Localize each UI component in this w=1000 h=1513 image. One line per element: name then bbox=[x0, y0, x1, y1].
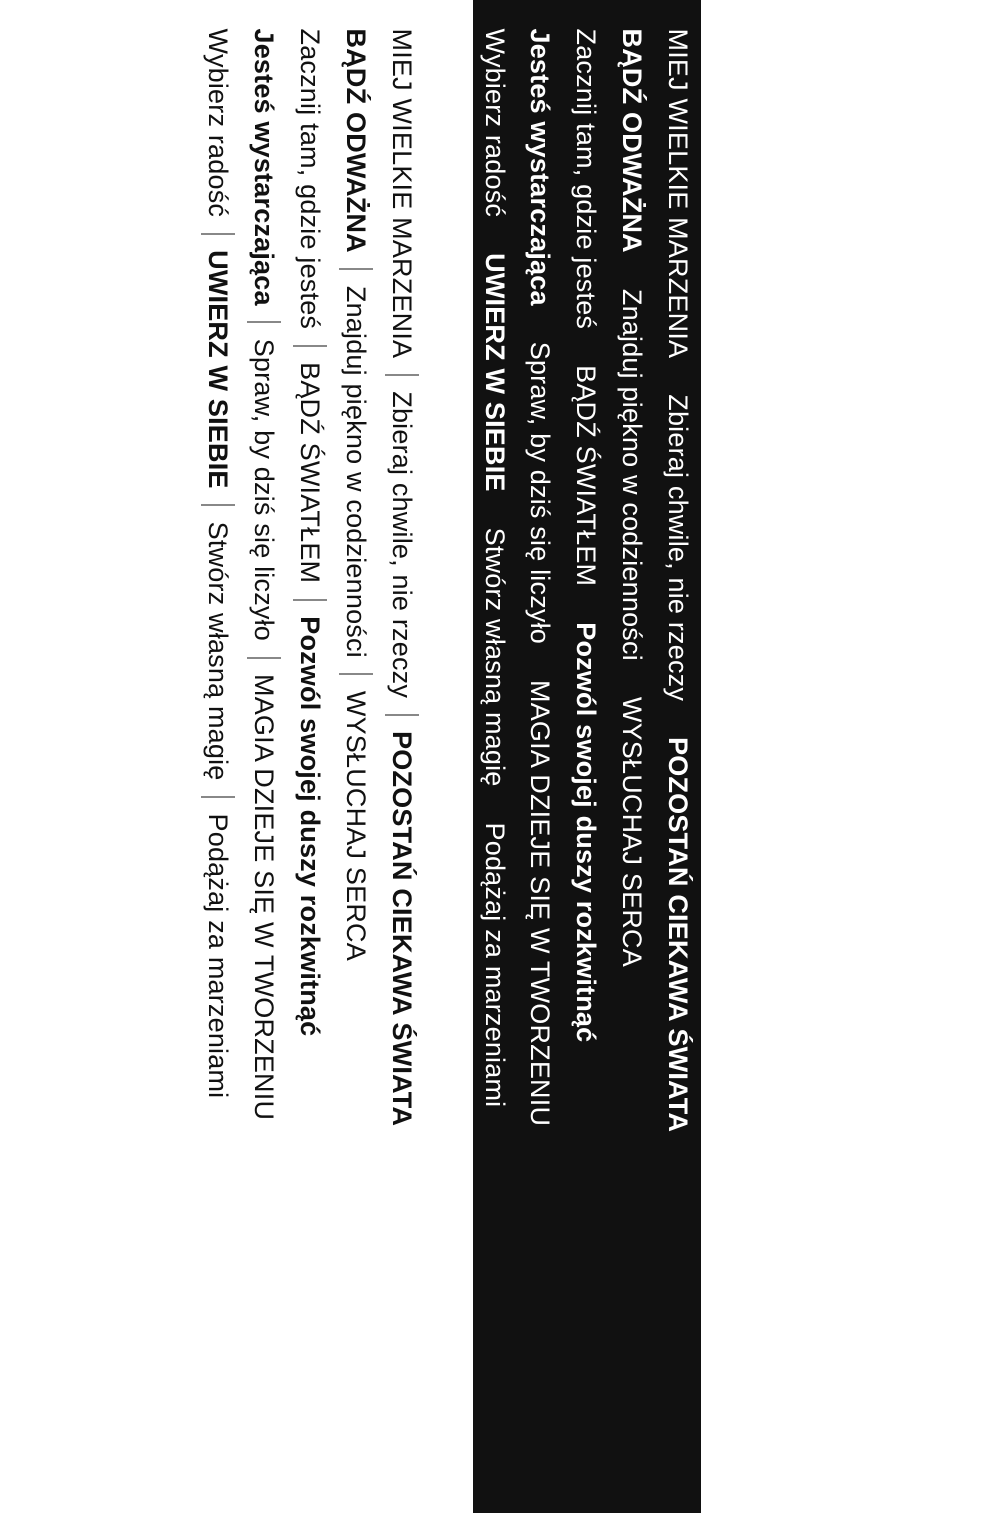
quote-phrase: Wybierz radość bbox=[203, 28, 234, 217]
quote-phrase: Pozwól swojej duszy rozkwitnąć bbox=[571, 621, 602, 1042]
phrase-separator bbox=[385, 374, 419, 375]
quote-phrase: Zbieraj chwile, nie rzeczy bbox=[663, 393, 694, 701]
quote-strip-text bbox=[478, 0, 512, 1513]
quote-phrase: BĄDŹ ŚWIATŁEM bbox=[295, 361, 326, 583]
quote-phrase: WYSŁUCHAJ SERCA bbox=[341, 690, 372, 961]
phrase-separator bbox=[201, 233, 235, 234]
quote-phrase: Zacznij tam, gdzie jesteś bbox=[571, 28, 602, 329]
quote-strip-text bbox=[247, 0, 281, 1513]
quote-phrase: Stwórz własną magię bbox=[203, 521, 234, 781]
quote-phrase: Jesteś wystarczająca bbox=[525, 28, 556, 306]
quote-strip bbox=[379, 0, 425, 1513]
phrase-separator bbox=[293, 599, 327, 600]
quote-strip bbox=[563, 0, 609, 1513]
quote-phrase: POZOSTAŃ CIEKAWA ŚWIATA bbox=[387, 730, 418, 1126]
phrase-separator bbox=[201, 796, 235, 797]
quote-phrase: WYSŁUCHAJ SERCA bbox=[617, 696, 648, 967]
phrase-separator bbox=[247, 657, 281, 658]
quote-phrase: Jesteś wystarczająca bbox=[249, 28, 280, 306]
quote-phrase: Stwórz własną magię bbox=[480, 527, 511, 787]
quote-phrase: POZOSTAŃ CIEKAWA ŚWIATA bbox=[663, 736, 694, 1132]
quote-phrase: Podążaj za marzeniami bbox=[480, 822, 511, 1107]
quote-phrase: Spraw, by dziś się liczyło bbox=[525, 341, 556, 644]
quote-strip-text bbox=[293, 0, 327, 1513]
phrase-separator bbox=[201, 504, 235, 505]
quote-strip-text bbox=[339, 0, 373, 1513]
quote-strip-text bbox=[661, 0, 695, 1513]
quote-phrase: BĄDŹ ODWAŻNA bbox=[341, 28, 372, 253]
quote-strip-text bbox=[523, 0, 557, 1513]
quote-phrase: Pozwól swojej duszy rozkwitnąć bbox=[295, 615, 326, 1036]
phrase-separator bbox=[339, 673, 373, 674]
quote-phrase: MAGIA DZIEJE SIĘ W TWORZENIU bbox=[249, 673, 280, 1120]
phrase-separator bbox=[293, 345, 327, 346]
quote-phrase: Znajduj piękno w codzienności bbox=[617, 288, 648, 661]
phrase-separator bbox=[247, 321, 281, 322]
quote-strip-text bbox=[201, 0, 235, 1513]
quote-phrase: BĄDŹ ŚWIATŁEM bbox=[571, 364, 602, 586]
quote-phrase: Znajduj piękno w codzienności bbox=[341, 285, 372, 658]
quote-strip-text bbox=[569, 0, 603, 1513]
quote-phrase: Zbieraj chwile, nie rzeczy bbox=[387, 390, 418, 698]
phrase-separator bbox=[339, 268, 373, 269]
quote-phrase: UWIERZ W SIEBIE bbox=[203, 249, 234, 489]
quote-strip bbox=[473, 0, 517, 1513]
quote-strip bbox=[655, 0, 701, 1513]
quote-strip bbox=[609, 0, 655, 1513]
phrase-separator bbox=[385, 714, 419, 715]
quote-strip bbox=[517, 0, 563, 1513]
quote-phrase: MIEJ WIELKIE MARZENIA bbox=[663, 28, 694, 358]
quote-strip-text bbox=[615, 0, 649, 1513]
quote-strip bbox=[195, 0, 241, 1513]
quote-phrase: MIEJ WIELKIE MARZENIA bbox=[387, 28, 418, 358]
quote-strip-text bbox=[385, 0, 419, 1513]
quote-strip bbox=[287, 0, 333, 1513]
quote-phrase: BĄDŹ ODWAŻNA bbox=[617, 28, 648, 253]
quote-strip bbox=[333, 0, 379, 1513]
quote-phrase: Zacznij tam, gdzie jesteś bbox=[295, 28, 326, 329]
quote-phrase: Wybierz radość bbox=[480, 28, 511, 217]
quote-phrase: Spraw, by dziś się liczyło bbox=[249, 338, 280, 641]
quote-strip bbox=[241, 0, 287, 1513]
quote-phrase: UWIERZ W SIEBIE bbox=[480, 252, 511, 492]
quote-phrase: Podążaj za marzeniami bbox=[203, 813, 234, 1098]
quote-phrase: MAGIA DZIEJE SIĘ W TWORZENIU bbox=[525, 679, 556, 1126]
